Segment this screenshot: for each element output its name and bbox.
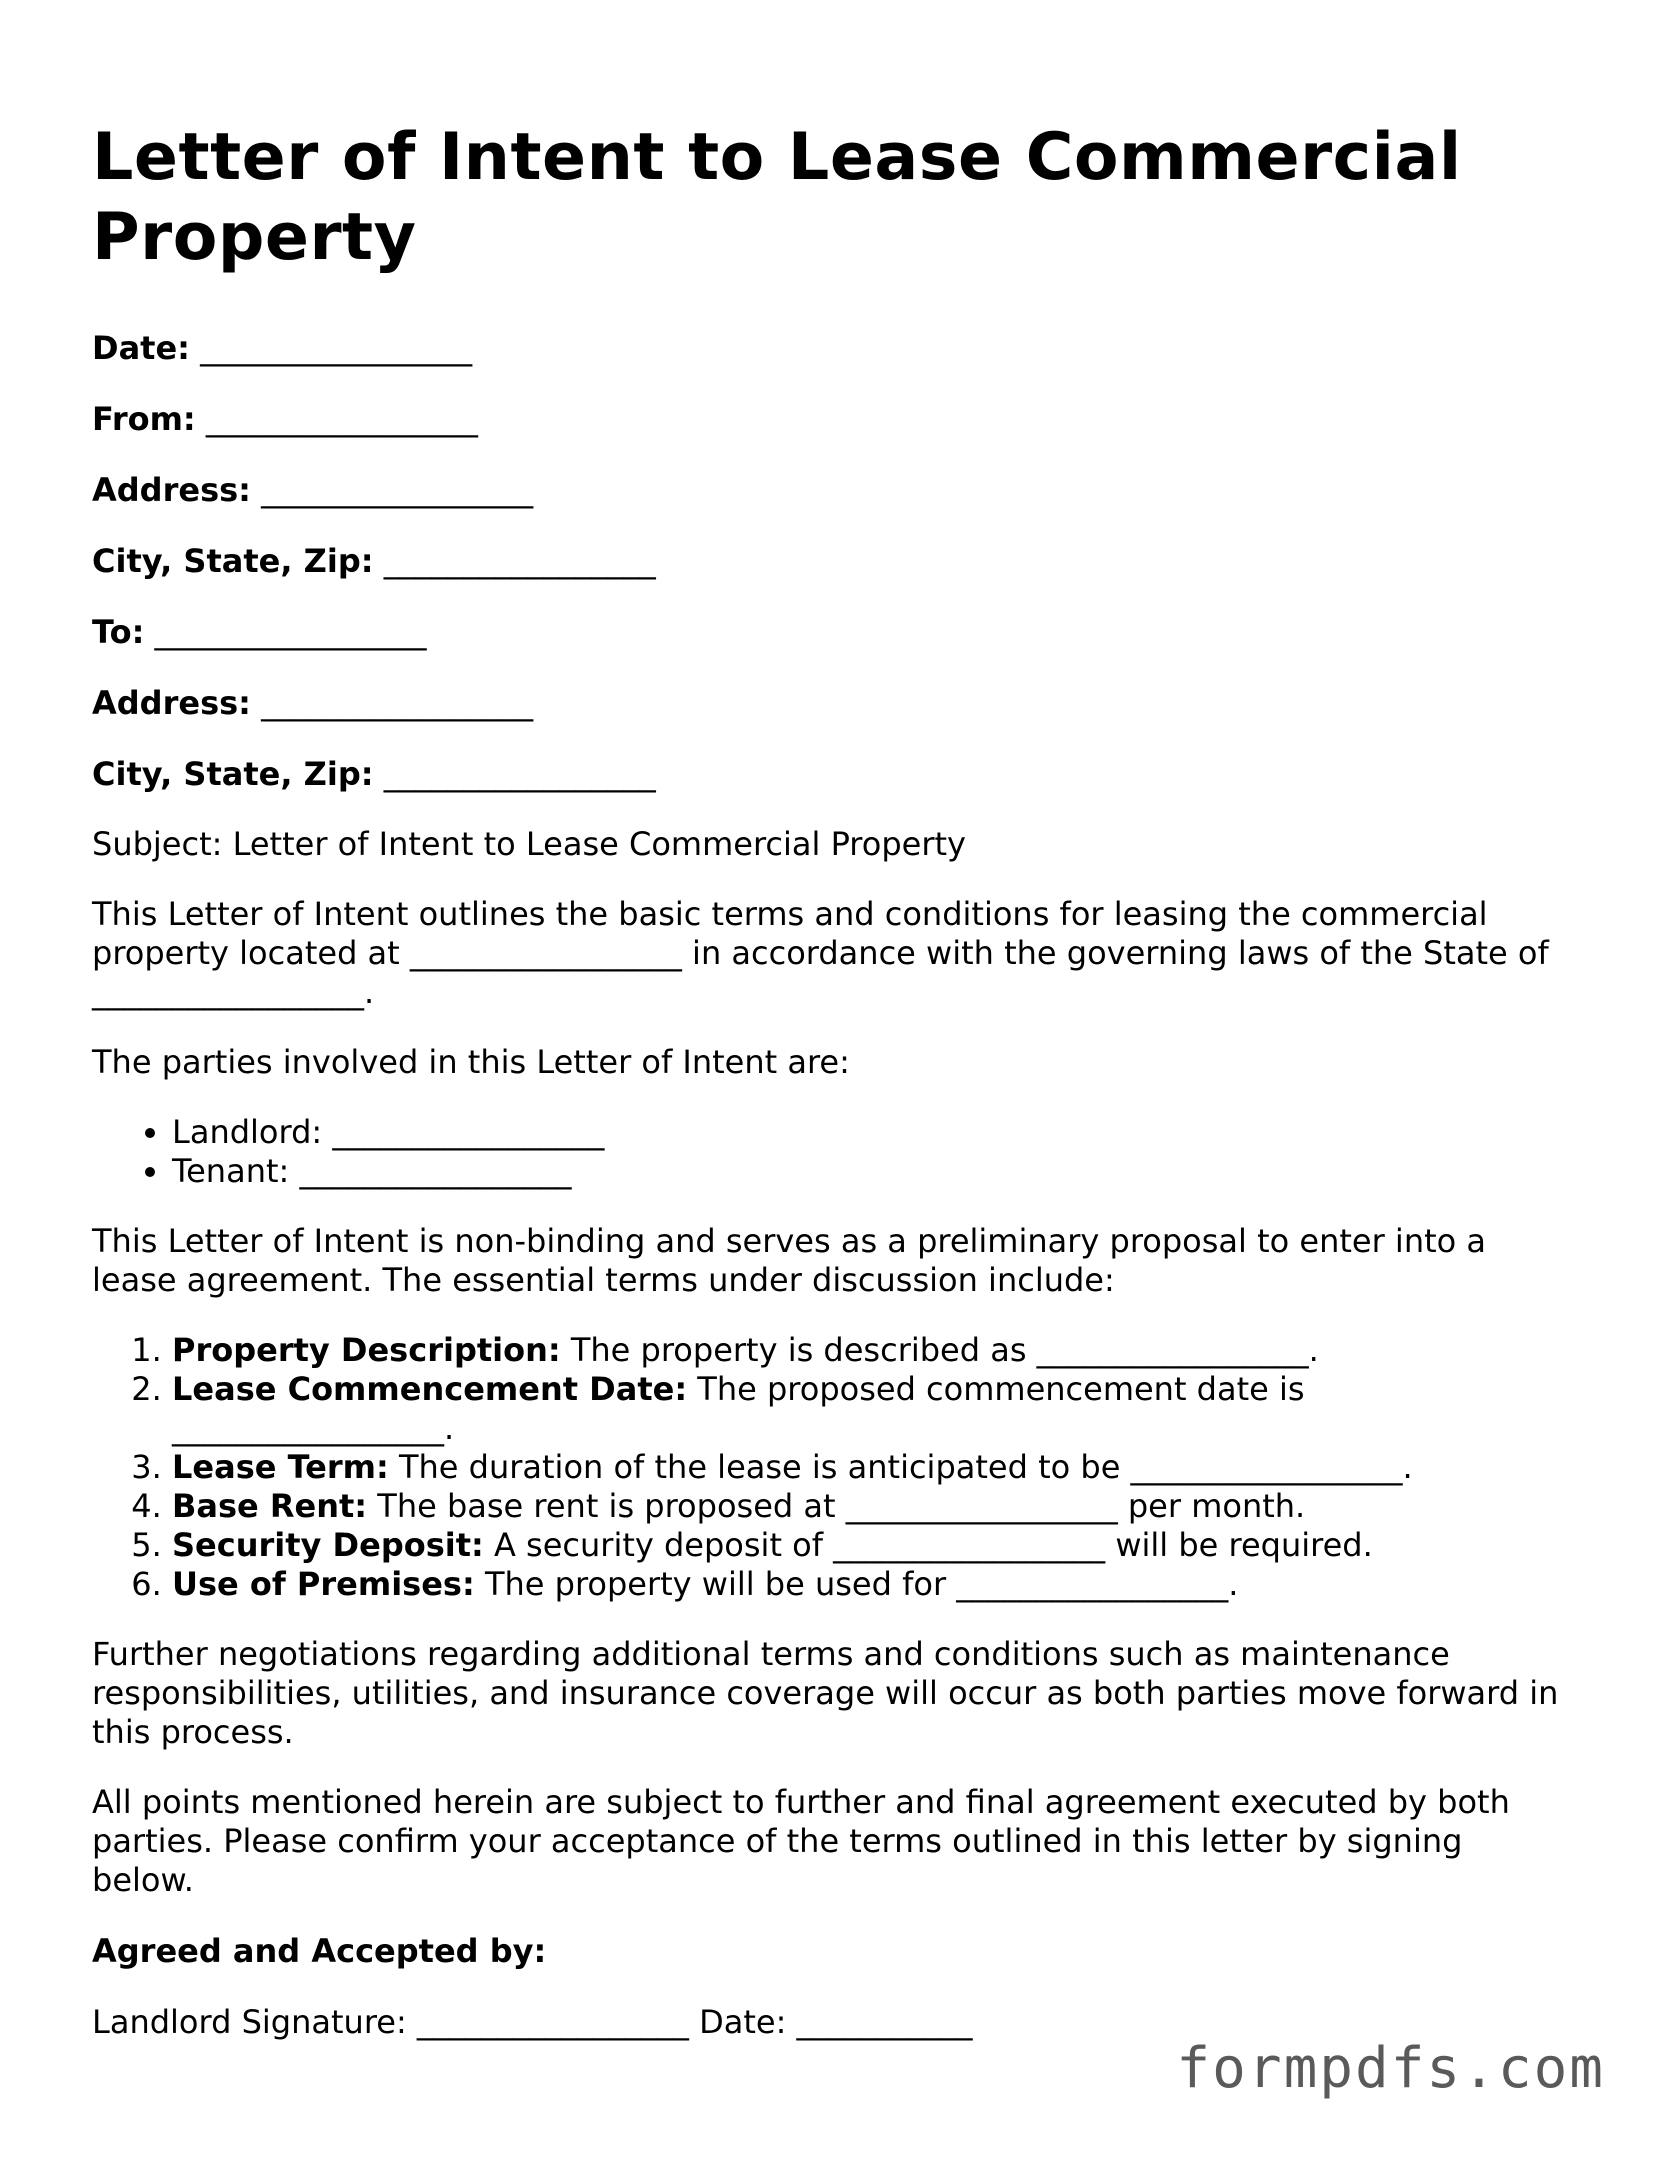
nonbinding-paragraph: This Letter of Intent is non-binding and serves as a preliminary proposal to enter into a lease agreement. The essential terms under discussion include: — [92, 1222, 1486, 1299]
signature-blank[interactable]: _________________ — [416, 2003, 689, 2041]
party-label: Tenant: — [172, 1152, 290, 1190]
field-label: Date: — [92, 329, 190, 367]
field-blank[interactable]: _________________ — [205, 400, 478, 438]
tenant-blank[interactable]: _________________ — [299, 1152, 572, 1190]
term-blank[interactable]: _________________ — [956, 1565, 1229, 1603]
term-text: The proposed commencement date is — [697, 1370, 1305, 1408]
field-label: City, State, Zip: — [92, 755, 374, 793]
document-page — [92, 118, 1572, 2042]
term-blank[interactable]: _________________ — [1130, 1448, 1403, 1486]
term-text: The base rent is proposed at — [377, 1487, 846, 1525]
term-title: Lease Term: — [172, 1448, 389, 1486]
from-field — [92, 399, 1572, 439]
field-label: To: — [92, 613, 145, 651]
to-field — [92, 612, 1572, 652]
from-address-field — [92, 470, 1572, 510]
parties-intro: The parties involved in this Letter of Intent are: — [92, 1043, 850, 1081]
term-title: Base Rent: — [172, 1487, 368, 1525]
term-text: The property will be used for — [484, 1565, 957, 1603]
list-item — [172, 1113, 1572, 1152]
intro-paragraph — [92, 895, 1572, 1012]
field-label: Address: — [92, 471, 251, 509]
field-label: Address: — [92, 684, 251, 722]
intro-text: . — [364, 973, 375, 1011]
list-item — [172, 1565, 1572, 1604]
term-blank[interactable]: _________________ — [1036, 1331, 1309, 1369]
state-blank[interactable]: _________________ — [92, 973, 364, 1011]
term-text: . — [444, 1409, 455, 1447]
term-text: . — [1228, 1565, 1239, 1603]
date-blank[interactable]: ___________ — [796, 2003, 973, 2041]
accepted-heading: Agreed and Accepted by: — [92, 1932, 547, 1970]
field-label: City, State, Zip: — [92, 542, 374, 580]
field-blank[interactable]: _________________ — [261, 684, 534, 722]
term-text: The property is described as — [570, 1331, 1037, 1369]
term-text: A security deposit of — [493, 1526, 834, 1564]
term-blank[interactable]: _________________ — [845, 1487, 1118, 1525]
term-text: . — [1402, 1448, 1413, 1486]
field-label: From: — [92, 400, 196, 438]
agreement-paragraph: All points mentioned herein are subject to further and final agreement executed by both parties. Please confirm your acceptance of the terms outlined in this letter by signing below. — [92, 1783, 1510, 1899]
term-text: The duration of the lease is anticipated to be — [398, 1448, 1131, 1486]
negotiations-paragraph: Further negotiations regarding additional terms and conditions such as maintenance responsibilities, utilities, and insurance coverage will occur as both parties move forward in this process. — [92, 1635, 1559, 1751]
property-location-blank[interactable]: _________________ — [409, 934, 682, 972]
party-label: Landlord: — [172, 1113, 323, 1151]
term-title: Use of Premises: — [172, 1565, 475, 1603]
field-blank[interactable]: _________________ — [261, 471, 534, 509]
terms-list — [92, 1331, 1572, 1604]
date-field — [92, 328, 1572, 368]
term-title: Security Deposit: — [172, 1526, 484, 1564]
field-blank[interactable]: _________________ — [383, 755, 656, 793]
intro-text: in accordance with the governing laws of the State of — [681, 934, 1549, 972]
term-title: Lease Commencement Date: — [172, 1370, 688, 1408]
list-item — [172, 1487, 1572, 1526]
term-blank[interactable]: _________________ — [172, 1409, 444, 1447]
term-text: . — [1308, 1331, 1319, 1369]
to-address-field — [92, 683, 1572, 723]
intro-text: This Letter of Intent outlines the basic terms and conditions for leasing the commercial property located at — [92, 895, 1488, 972]
list-item — [172, 1448, 1572, 1487]
to-city-state-zip-field — [92, 754, 1572, 794]
list-item — [172, 1526, 1572, 1565]
list-item — [172, 1152, 1572, 1191]
date-label: Date: — [699, 2003, 787, 2041]
document-title: Letter of Intent to Lease Commercial Property — [92, 120, 1462, 275]
term-text: per month. — [1117, 1487, 1306, 1525]
term-title: Property Description: — [172, 1331, 561, 1369]
field-blank[interactable]: _________________ — [383, 542, 656, 580]
landlord-blank[interactable]: _________________ — [332, 1113, 605, 1151]
field-blank[interactable]: _________________ — [154, 613, 427, 651]
term-text: will be required. — [1105, 1526, 1373, 1564]
subject-line: Subject: Letter of Intent to Lease Commercial Property — [92, 825, 966, 863]
list-item — [172, 1370, 1572, 1448]
signature-label: Landlord Signature: — [92, 2003, 407, 2041]
parties-list — [92, 1113, 1572, 1191]
field-blank[interactable]: _________________ — [200, 329, 473, 367]
watermark: formpdfs.com — [1176, 2036, 1605, 2101]
from-city-state-zip-field — [92, 541, 1572, 581]
term-blank[interactable]: _________________ — [833, 1526, 1106, 1564]
list-item — [172, 1331, 1572, 1370]
